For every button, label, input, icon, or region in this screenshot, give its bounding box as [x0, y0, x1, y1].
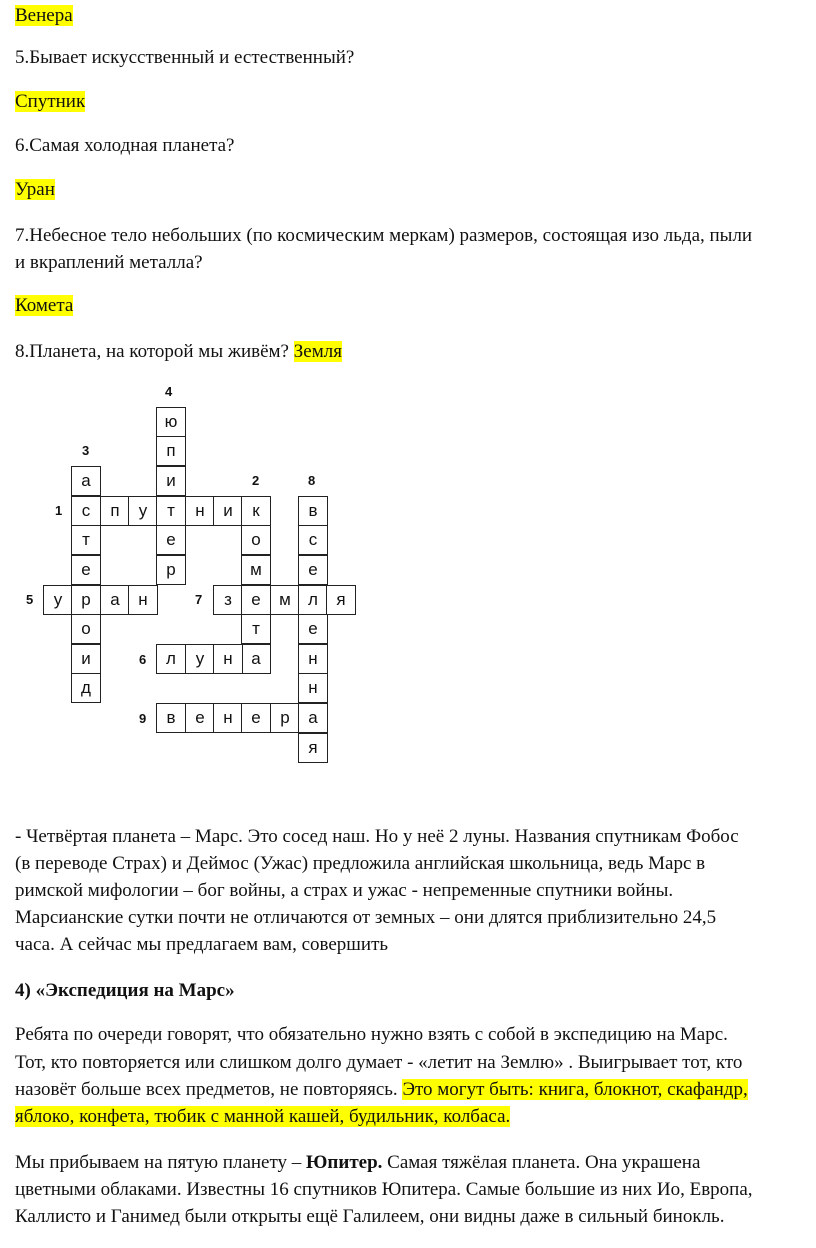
crossword-cell: я	[326, 585, 356, 615]
crossword-cell: м	[270, 585, 300, 615]
jupiter-name: Юпитер.	[306, 1152, 383, 1173]
crossword-cell: и	[71, 644, 101, 674]
crossword-cell: у	[185, 644, 215, 674]
crossword-cell: п	[156, 436, 186, 466]
crossword-cell: а	[298, 703, 328, 733]
crossword-cell: з	[213, 585, 243, 615]
crossword-cell: м	[241, 555, 271, 585]
answer-6: Уран	[15, 179, 55, 200]
crossword-cell: н	[185, 496, 215, 526]
clue-number-6: 6	[139, 652, 147, 667]
crossword-cell: ю	[156, 407, 186, 437]
crossword-cell: у	[128, 496, 158, 526]
crossword-cell: р	[270, 703, 300, 733]
answer-6-line	[15, 176, 55, 203]
answer-5: Спутник	[15, 91, 86, 112]
crossword-cell: н	[213, 703, 243, 733]
crossword-cell: н	[298, 644, 328, 674]
clue-number-2: 2	[252, 473, 260, 488]
crossword-cell: т	[156, 496, 186, 526]
question-8-text: 8.Планета, на которой мы живём?	[15, 341, 289, 362]
crossword-cell: е	[241, 585, 271, 615]
expedition-paragraph-line: Ребята по очереди говорят, что обязательно нужно взять с собой в экспедицию на Марс.	[15, 1024, 728, 1045]
crossword-cell: с	[71, 496, 101, 526]
crossword-cell: в	[156, 703, 186, 733]
clue-number-1: 1	[55, 503, 63, 518]
crossword-cell: я	[298, 733, 328, 763]
mars-paragraph-line: Марсианские сутки почти не отличаются от земных – они длятся приблизительно 24,5	[15, 907, 717, 928]
crossword-cell: н	[298, 673, 328, 703]
mars-paragraph-line: римской мифологии – бог войны, а страх и ужас - непременные спутники войны.	[15, 880, 674, 901]
crossword-cell: е	[156, 525, 186, 555]
clue-number-4: 4	[165, 384, 173, 399]
crossword-cell: а	[241, 644, 271, 674]
crossword-cell: е	[298, 614, 328, 644]
crossword-cell: т	[71, 525, 101, 555]
crossword-cell: т	[241, 614, 271, 644]
crossword-cell: р	[71, 585, 101, 615]
mars-paragraph-line: (в переводе Страх) и Деймос (Ужас) предложила английская школьница, ведь Марс в	[15, 853, 706, 874]
crossword-cell: с	[298, 525, 328, 555]
expedition-items-highlight: Это могут быть: книга, блокнот, скафандр,	[402, 1079, 748, 1100]
jupiter-paragraph-line: Каллисто и Ганимед были открыты ещё Галилеем, они видны даже в сильный бинокль.	[15, 1206, 725, 1227]
mars-paragraph-line: часа. А сейчас мы предлагаем вам, совершить	[15, 934, 389, 955]
crossword-cell: е	[71, 555, 101, 585]
crossword-cell: к	[241, 496, 271, 526]
crossword-cell: п	[100, 496, 130, 526]
section-heading: 4) «Экспедиция на Марс»	[15, 980, 235, 1001]
crossword-cell: о	[71, 614, 101, 644]
expedition-paragraph-line: Тот, кто повторяется или слишком долго думает - «летит на Землю» . Выигрывает тот, кто	[15, 1052, 743, 1073]
question-7-line-1: 7.Небесное тело небольших (по космическим меркам) размеров, состоящая изо льда, пыли	[15, 225, 753, 246]
expedition-items-highlight: яблоко, конфета, тюбик с манной кашей, будильник, колбаса.	[15, 1106, 511, 1127]
clue-number-7: 7	[195, 592, 203, 607]
crossword-cell: р	[156, 555, 186, 585]
clue-number-3: 3	[82, 443, 90, 458]
crossword-cell: е	[185, 703, 215, 733]
clue-number-9: 9	[139, 711, 147, 726]
crossword-cell: у	[43, 585, 73, 615]
answer-7: Комета	[15, 295, 74, 316]
jupiter-text-rest: Самая тяжёлая планета. Она украшена	[387, 1152, 701, 1173]
answer-7-line	[15, 292, 73, 319]
clue-number-8: 8	[308, 473, 316, 488]
jupiter-paragraph-line	[15, 1149, 700, 1176]
question-5: 5.Бывает искусственный и естественный?	[15, 47, 355, 68]
answer-venus: Венера	[15, 5, 73, 26]
crossword-cell: и	[213, 496, 243, 526]
answer-8: Земля	[293, 341, 342, 362]
answer-venus-line	[15, 2, 73, 29]
crossword-cell: в	[298, 496, 328, 526]
crossword-cell: а	[100, 585, 130, 615]
mars-paragraph-line: - Четвёртая планета – Марс. Это сосед наш. Но у неё 2 луны. Названия спутникам Фобос	[15, 826, 739, 847]
question-6: 6.Самая холодная планета?	[15, 135, 235, 156]
answer-5-line	[15, 88, 85, 115]
jupiter-text: Мы прибываем на пятую планету –	[15, 1152, 302, 1173]
expedition-paragraph-line	[15, 1076, 748, 1103]
crossword-cell: а	[71, 466, 101, 496]
crossword-cell: н	[213, 644, 243, 674]
crossword-cell: и	[156, 466, 186, 496]
expedition-paragraph-line	[15, 1103, 510, 1130]
crossword-cell: о	[241, 525, 271, 555]
question-8	[15, 338, 342, 365]
crossword-cell: е	[241, 703, 271, 733]
crossword-cell: н	[128, 585, 158, 615]
jupiter-paragraph-line: цветными облаками. Известны 16 спутников Юпитера. Самые большие из них Ио, Европа,	[15, 1179, 753, 1200]
question-7-line-2: и вкраплений металла?	[15, 252, 203, 273]
crossword-cell: л	[298, 585, 328, 615]
expedition-text: назовёт больше всех предметов, не повторяясь.	[15, 1079, 398, 1100]
crossword-cell: е	[298, 555, 328, 585]
clue-number-5: 5	[26, 592, 34, 607]
crossword-cell: л	[156, 644, 186, 674]
crossword-cell: д	[71, 673, 101, 703]
